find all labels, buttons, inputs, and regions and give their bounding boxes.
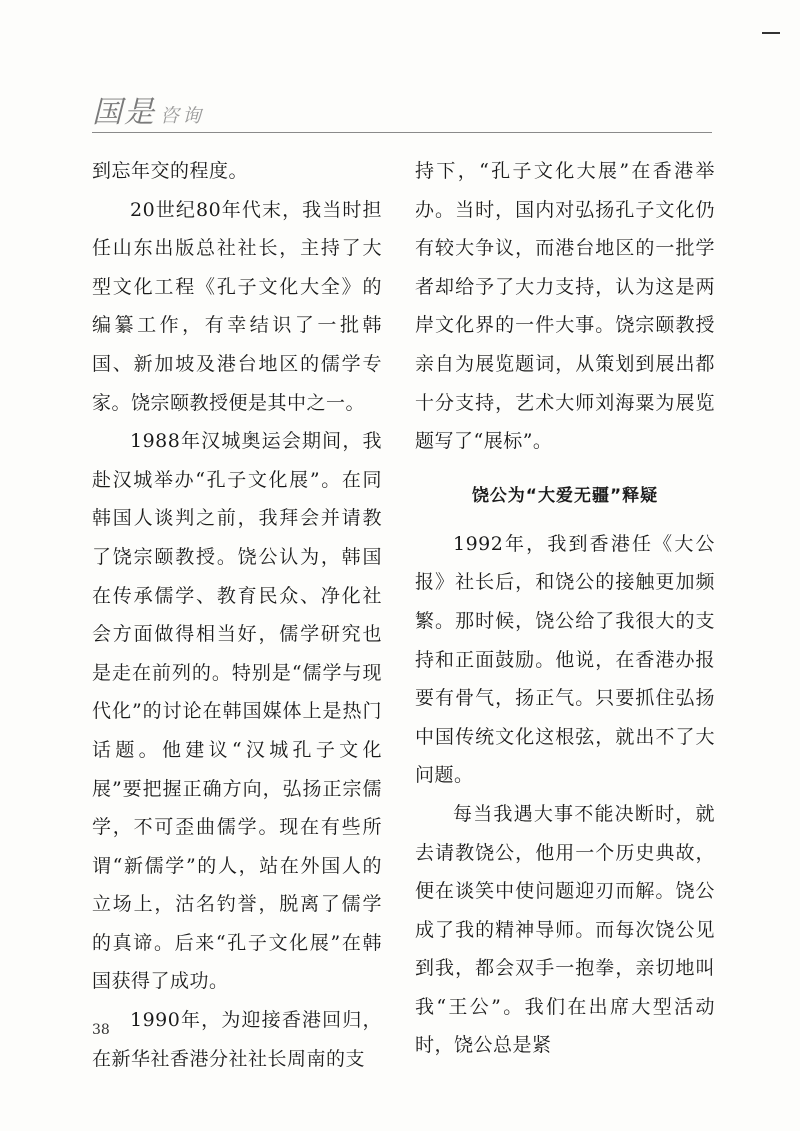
logo-main-text: 国是 [92, 95, 156, 130]
right-column [415, 152, 715, 1065]
page-number: 38 [92, 1022, 110, 1038]
logo-sub-text: 咨询 [160, 105, 205, 127]
paragraph: 20世纪80年代末，我当时担任山东出版总社社长，主持了大型文化工程《孔子文化大全》的编纂工作，有幸结识了一批韩国、新加坡及港台地区的儒学专家。饶宗颐教授便是其中之一。 [92, 198, 382, 414]
paragraph: 到忘年交的程度。 [92, 160, 249, 182]
paragraph: 1990年，为迎接香港回归，在新华社香港分社社长周南的支 [92, 1009, 382, 1070]
left-column [92, 152, 382, 1078]
paragraph: 持下，“孔子文化大展”在香港举办。当时，国内对弘扬孔子文化仍有较大争议，而港台地区的一批学者却给予了大力支持，认为这是两岸文化界的一件大事。饶宗颐教授亲自为展览题词，从策划到展出都十分支持，艺术大师刘海粟为展览题写了“展标”。 [415, 160, 715, 453]
paragraph: 1992年，我到香港任《大公报》社长后，和饶公的接触更加频繁。那时候，饶公给了我很大的支持和正面鼓励。他说，在香港办报要有骨气，扬正气。只要抓住弘扬中国传统文化这根弦，就出不了大问题。 [415, 532, 715, 787]
paragraph: 1988年汉城奥运会期间，我赴汉城举办“孔子文化展”。在同韩国人谈判之前，我拜会并请教了饶宗颐教授。饶公认为，韩国在传承儒学、教育民众、净化社会方面做得相当好，儒学研究也是走在前列的。特别是“儒学与现代化”的讨论在韩国媒体上是热门话题。他建议“汉城孔子文化展”要把握正确方向，弘扬正宗儒学，不可歪曲儒学。现在有些所谓“新儒学”的人，站在外国人的立场上，沽名钓誉，脱离了儒学的真谛。后来“孔子文化展”在韩国获得了成功。 [92, 430, 382, 993]
magazine-logo [92, 92, 204, 132]
corner-mark [762, 32, 780, 34]
paragraph: 每当我遇大事不能决断时，就去请教饶公，他用一个历史典故，便在谈笑中使问题迎刃而解。饶公成了我的精神导师。而每次饶公见到我，都会双手一抱拳，亲切地叫我“王公”。我们在出席大型活动时，饶公总是紧 [415, 802, 715, 1057]
header-rule [92, 132, 712, 133]
page-header [92, 92, 712, 132]
section-heading: 饶公为“大爱无疆”释疑 [471, 485, 659, 506]
